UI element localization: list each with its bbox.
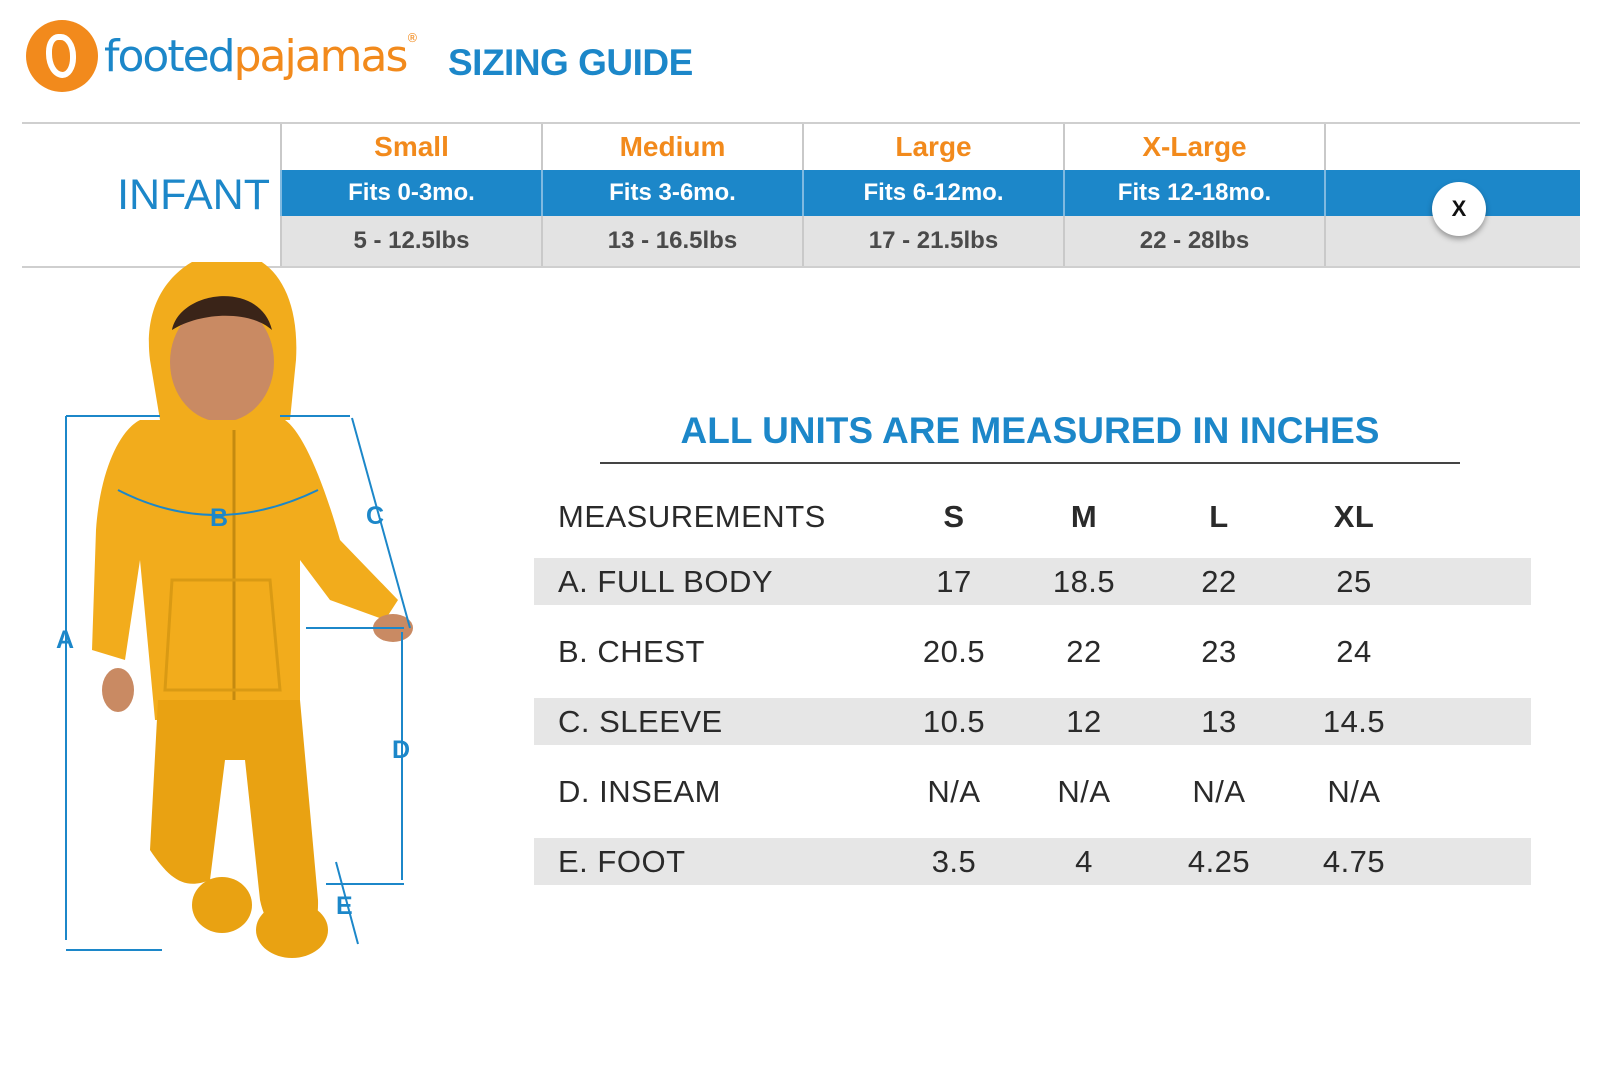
table-cell: N/A [1192,773,1246,809]
table-cell: N/A [1057,773,1111,809]
weight-row [280,216,1580,266]
pajama-figure [92,262,413,958]
size-weight: 22 - 28lbs [1063,216,1324,266]
table-cell: 22 [1201,563,1237,599]
table-row [534,838,1531,885]
column-header: L [1209,499,1229,534]
child-figure-illustration [0,262,500,1022]
brand-logo[interactable] [26,16,416,96]
units-heading: ALL UNITS ARE MEASURED IN INCHES [680,410,1380,451]
size-age: Fits 12-18mo. [1063,170,1324,216]
table-cell: 20.5 [922,633,986,669]
column-header: S [943,499,965,534]
close-button[interactable]: X [1432,182,1486,236]
size-age: Fits 0-3mo. [280,170,541,216]
page-title: SIZING GUIDE [448,42,693,83]
table-cell: N/A [927,773,981,809]
heading-divider [600,462,1460,464]
column-header: XL [1333,499,1375,534]
size-weight: 17 - 21.5lbs [802,216,1063,266]
table-cell: 22 [1066,633,1102,669]
table-row [534,768,1531,815]
table-cell: 14.5 [1322,703,1386,739]
category-label: INFANT [117,170,270,219]
row-label: E. FOOT [558,843,686,879]
size-weight: 5 - 12.5lbs [280,216,541,266]
row-label: D. INSEAM [558,773,721,809]
table-header-row [534,488,1531,546]
registered-mark: ® [406,30,417,45]
logo-word-pajamas: pajamas [233,30,407,82]
table-cell: 23 [1201,633,1237,669]
size-age: Fits 6-12mo. [802,170,1063,216]
table-cell: 12 [1066,703,1102,739]
marker-b: B [210,504,229,532]
size-weight: 13 - 16.5lbs [541,216,802,266]
infant-size-table [22,122,1580,268]
table-cell: N/A [1327,773,1381,809]
marker-a: A [56,626,75,654]
table-cell: 4.25 [1187,843,1251,879]
table-cell: 25 [1336,563,1372,599]
size-name: Large [802,124,1063,170]
table-cell: 10.5 [922,703,986,739]
size-age: Fits 3-6mo. [541,170,802,216]
age-row [280,170,1580,216]
row-label: C. SLEEVE [558,703,723,739]
table-row [534,698,1531,745]
marker-d: D [392,736,411,764]
table-cell: 17 [936,563,972,599]
row-label: B. CHEST [558,633,705,669]
size-name-row [280,124,1580,170]
marker-c: C [366,502,385,530]
table-row [534,628,1531,675]
table-row [534,558,1531,605]
row-label: A. FULL BODY [558,563,774,599]
table-cell: 18.5 [1052,563,1116,599]
logo-wordmark [104,31,416,82]
marker-e: E [336,892,353,920]
table-cell: 13 [1201,703,1237,739]
size-name: Medium [541,124,802,170]
size-name: Small [280,124,541,170]
column-header: MEASUREMENTS [558,499,826,534]
empty-cell [1324,124,1580,170]
table-cell: 4 [1075,843,1093,879]
logo-word-footed: footed [104,30,234,82]
size-name: X-Large [1063,124,1324,170]
table-cell: 4.75 [1322,843,1386,879]
measurements-table [534,488,1531,908]
footprint-icon [26,20,98,92]
column-header: M [1070,499,1098,534]
table-cell: 24 [1336,633,1372,669]
table-cell: 3.5 [931,843,977,879]
